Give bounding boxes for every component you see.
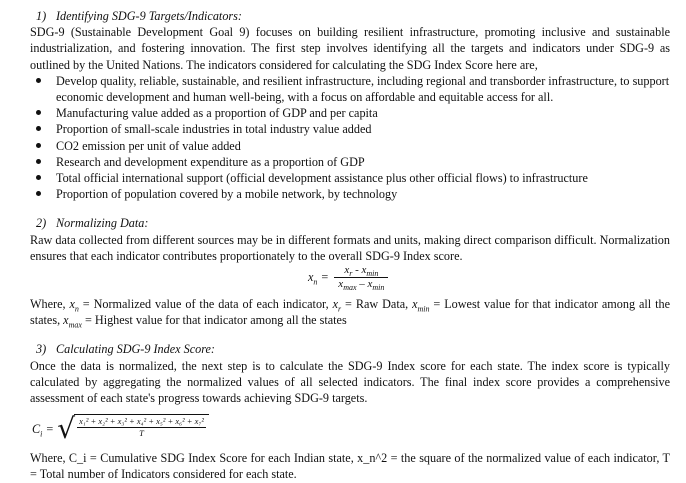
section-number: 1) <box>36 9 47 23</box>
fraction-denominator: $x_{max} - x_{min}$ <box>334 277 388 291</box>
list-item: Develop quality, reliable, sustainable, and resilient infrastructure, including regional and transborder infrastructure, to support economic development and human well-being, with a focus on affordable and equitable access for all. <box>30 73 670 105</box>
formula-lhs: $x_n$ <box>308 270 318 287</box>
list-item: Research and development expenditure as a proportion of GDP <box>30 154 670 170</box>
section-heading <box>30 341 670 357</box>
section-number: 2) <box>36 216 47 231</box>
section-title: Calculating SDG-9 Index Score: <box>56 342 215 357</box>
section-heading <box>30 8 670 24</box>
equals-sign: = <box>321 270 329 285</box>
formula-explanation: Where, C_i = Cumulative SDG Index Score for each Indian state, x_n^2 = the square of the normalized value of each indicator, T = Total number of Indicators considered for each state. <box>30 451 670 482</box>
list-item: Total official international support (official development assistance plus other official flows) to infrastructure <box>30 170 670 186</box>
list-item: Proportion of small-scale industries in total industry value added <box>30 121 670 137</box>
formula-lhs: $C_i$ <box>32 422 43 439</box>
fraction-numerator: $x_r - x_{min}$ <box>344 264 379 279</box>
paragraph: SDG-9 (Sustainable Development Goal 9) focuses on building resilient infrastructure, promoting inclusive and sustainable industrialization, and fostering innovation. The first step involves identifying all the targets and indicators under SDG-9 as outlined by the United Nations. The indicators considered for calculating the SDG Index Score here are, <box>30 25 670 72</box>
square-root <box>57 414 209 444</box>
document-body <box>30 8 670 483</box>
radicand-numerator: x₁² + x₂² + x₃² + x₄² + x₅² + x₆² + x₇² <box>79 416 204 427</box>
formula-explanation: Where, $x_n$ = Normalized value of the data of each indicator, $x_r$ = Raw Data, $x_{min}$ = Lowest value for that indicator among all the states, $x_{max}$ = Highest value for that indicator among all the states <box>30 297 670 330</box>
radical-sign-icon: √ <box>57 412 76 446</box>
paragraph: Once the data is normalized, the next step is to calculate the SDG-9 Index score for each state. The index score is typically calculated by aggregating the normalized values of all selected indicators. The final index score provides a comprehensive assessment of each state's progress towards achieving SDG-9 targets. <box>30 358 670 406</box>
equals-sign: = <box>46 422 54 437</box>
section-number: 3) <box>36 342 47 357</box>
paragraph: Raw data collected from different sources may be in different formats and units, making direct comparison difficult. Normalization ensures that each indicator contributes proportionately to the overall SDG-9 Index score. <box>30 232 670 263</box>
section-title: Identifying SDG-9 Targets/Indicators: <box>56 9 242 23</box>
normalization-formula <box>30 264 670 296</box>
fraction <box>334 264 388 291</box>
radicand-denominator: T <box>139 428 144 439</box>
list-item: CO2 emission per unit of value added <box>30 138 670 154</box>
list-item: Proportion of population covered by a mobile network, by technology <box>30 186 670 202</box>
section-heading <box>30 215 670 231</box>
index-score-formula <box>30 412 670 450</box>
list-item: Manufacturing value added as a proportion of GDP and per capita <box>30 105 670 121</box>
section-title: Normalizing Data: <box>56 216 149 231</box>
indicator-list <box>30 73 670 203</box>
